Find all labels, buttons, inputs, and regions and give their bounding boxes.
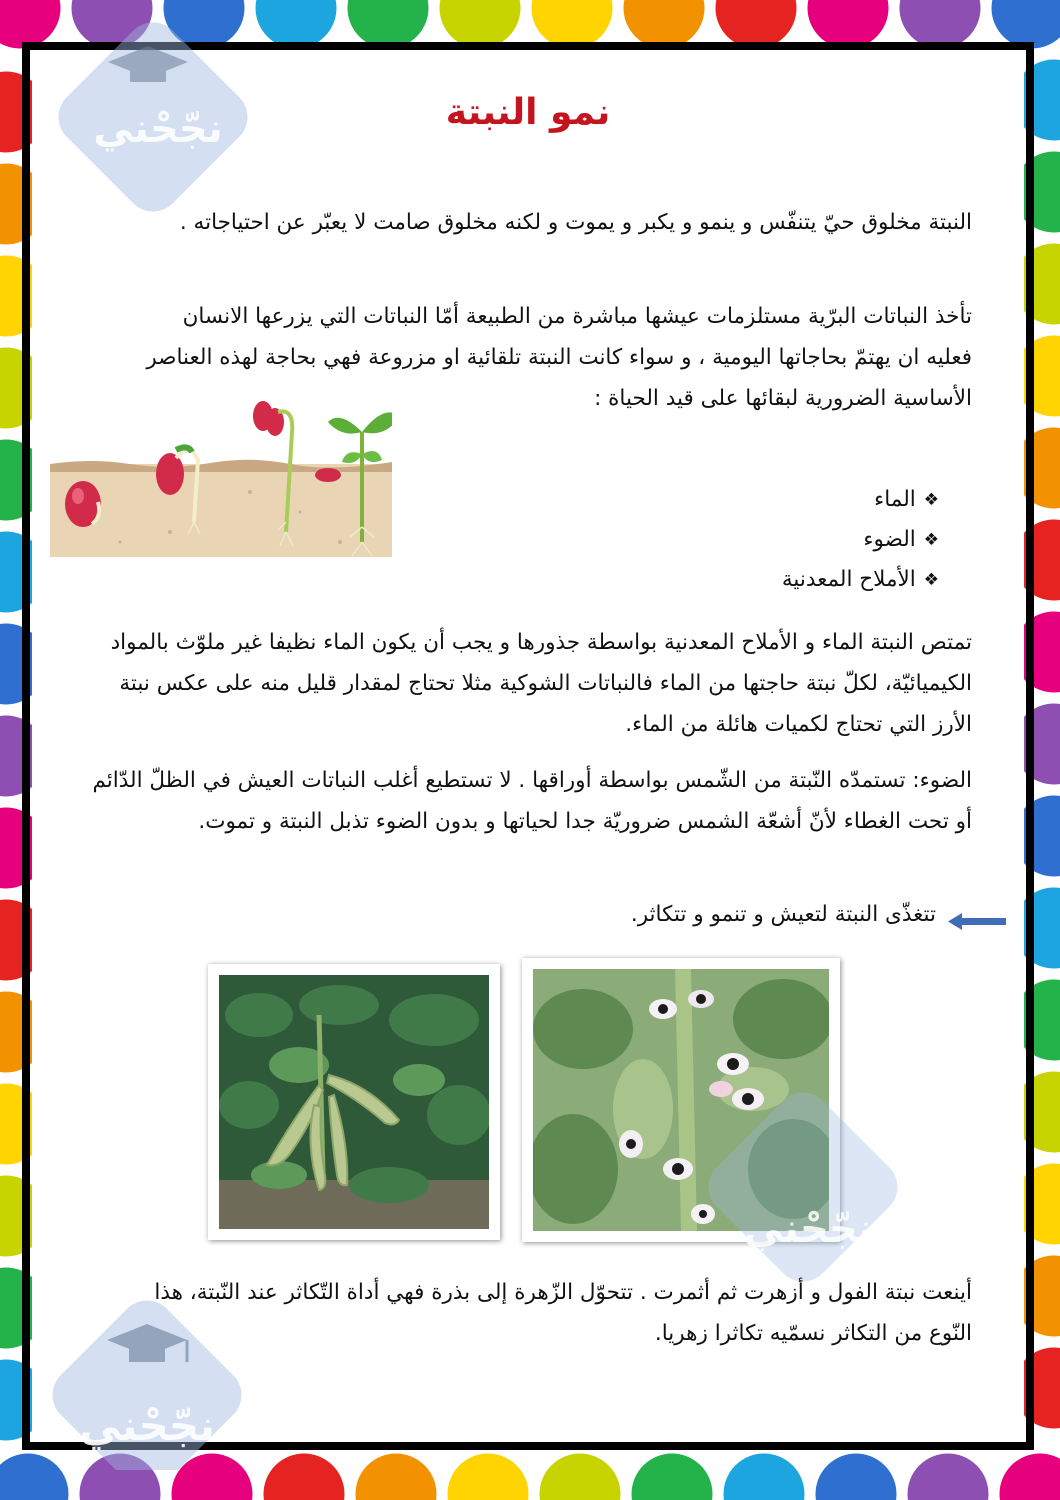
- paragraph-light: الضوء: تستمدّه النّبتة من الشّمس بواسطة أوراقها . لا تستطيع أغلب النباتات العيش في الظلّ الدّائم أو تحت الغطاء لأنّ أشعّة الشمس ضروريّة جدا لحياتها و بدون الضوء تذبل النبتة و تموت.: [92, 768, 972, 834]
- watermark-text: نجّحْني: [743, 1206, 873, 1252]
- list-item-label: الضوء: [863, 527, 916, 552]
- list-item-light: [619, 520, 939, 560]
- list-item-water: [619, 480, 939, 520]
- left-arrow-icon: [948, 912, 1008, 932]
- border-scallop: [354, 1452, 438, 1500]
- paragraph-water: تمتص النبتة الماء و الأملاح المعدنية بواسطة جذورها و يجب أن يكون الماء نظيفا غير ملوّث بالمواد الكيميائيّة، لكلّ نبتة حاجتها من الماء فالنباتات الشوكية مثلا تحتاج لمقدار قليل منه على عكس نبتة الأرز التي تحتاج لكميات هائلة من الماء.: [110, 630, 972, 737]
- list-item-minerals: [619, 560, 939, 600]
- watermark-text: نجّحْني: [79, 1401, 215, 1450]
- diamond-bullet-icon: ❖: [923, 530, 939, 550]
- paragraph-needs: تأخذ النباتات البرّية مستلزمات عيشها مباشرة من الطبيعة أمّا النباتات التي يزرعها الانسان فعليه ان يهتمّ بحاجاتها اليومية ، و سواء كانت النبتة تلقائية او مزروعة فهي بحاجة لهذه العناصر الأساسية الضرورية لبقائها على قيد الحياة :: [146, 304, 972, 411]
- border-scallop: [630, 1452, 714, 1500]
- paragraph-reproduction: أينعت نبتة الفول و أزهرت ثم أثمرت . تتحوّل الزّهرة إلى بذرة فهي أداة التّكاثر عند النّبتة، هذا النّوع من التكاثر نسمّيه تكاثرا زهريا.: [154, 1280, 972, 1346]
- needs-list: [619, 480, 939, 600]
- border-scallop: [446, 1452, 530, 1500]
- watermark-logo-middle: [688, 1092, 928, 1292]
- border-scallop: [814, 1452, 898, 1500]
- border-scallop: [538, 1452, 622, 1500]
- paragraph-nutrition: تتغذّى النبتة لتعيش و تنمو و تتكاثر.: [630, 902, 936, 927]
- border-scallop: [906, 1452, 990, 1500]
- watermark-text: نجّحْني: [93, 106, 223, 152]
- diamond-bullet-icon: ❖: [923, 570, 939, 590]
- list-item-label: الأملاح المعدنية: [781, 567, 916, 592]
- photo-bean-pods: [208, 964, 500, 1240]
- seed-germination-illustration: [50, 392, 392, 557]
- page-content: [32, 52, 1024, 1450]
- seed-stage-1: [65, 481, 101, 527]
- watermark-logo-bottom: [22, 1300, 282, 1470]
- page-title: نمو النبتة: [445, 92, 611, 133]
- border-scallop: [998, 1452, 1060, 1500]
- list-item-label: الماء: [874, 487, 916, 512]
- diamond-bullet-icon: ❖: [923, 490, 939, 510]
- paragraph-intro: النبتة مخلوق حيّ يتنفّس و ينمو و يكبر و يموت و لكنه مخلوق صامت لا يعبّر عن احتياجاته .: [179, 210, 972, 235]
- border-scallop: [722, 1452, 806, 1500]
- bean-pods-image: [219, 975, 489, 1229]
